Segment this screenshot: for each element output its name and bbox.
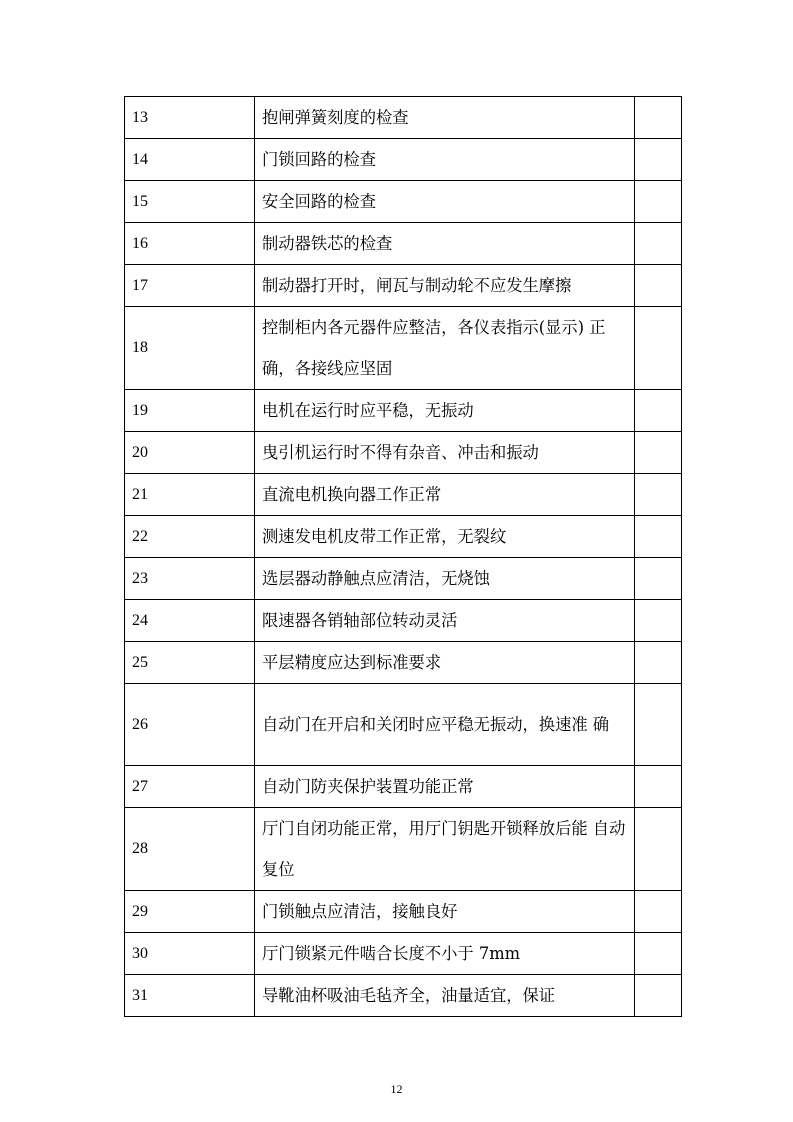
table-row [125, 265, 682, 307]
item-description: 导靴油杯吸油毛毡齐全，油量适宜，保证 [255, 975, 635, 1017]
table-row [125, 600, 682, 642]
item-description: 抱闸弹簧刻度的检查 [255, 97, 635, 139]
item-description: 门锁触点应清洁，接触良好 [255, 891, 635, 933]
table-row [125, 808, 682, 891]
check-cell [635, 516, 682, 558]
table-row [125, 223, 682, 265]
table-row [125, 139, 682, 181]
check-cell [635, 684, 682, 766]
item-number: 28 [125, 808, 255, 891]
table-row [125, 933, 682, 975]
item-description: 自动门防夹保护装置功能正常 [255, 766, 635, 808]
check-cell [635, 307, 682, 390]
item-number: 31 [125, 975, 255, 1017]
check-cell [635, 223, 682, 265]
item-number: 14 [125, 139, 255, 181]
item-description: 直流电机换向器工作正常 [255, 474, 635, 516]
item-description: 安全回路的检查 [255, 181, 635, 223]
item-description: 厅门锁紧元件啮合长度不小于 7mm [255, 933, 635, 975]
table-row [125, 390, 682, 432]
item-number: 24 [125, 600, 255, 642]
item-number: 17 [125, 265, 255, 307]
item-description: 曳引机运行时不得有杂音、冲击和振动 [255, 432, 635, 474]
item-description: 制动器铁芯的检查 [255, 223, 635, 265]
inspection-table-body [125, 97, 682, 1017]
item-number: 15 [125, 181, 255, 223]
table-row [125, 474, 682, 516]
item-number: 30 [125, 933, 255, 975]
item-number: 27 [125, 766, 255, 808]
page-number: 12 [390, 1082, 403, 1096]
table-row [125, 432, 682, 474]
table-row [125, 891, 682, 933]
item-number: 23 [125, 558, 255, 600]
table-row [125, 975, 682, 1017]
item-description: 电机在运行时应平稳，无振动 [255, 390, 635, 432]
table-row [125, 516, 682, 558]
item-number: 26 [125, 684, 255, 766]
item-number: 29 [125, 891, 255, 933]
check-cell [635, 390, 682, 432]
table-row [125, 558, 682, 600]
check-cell [635, 97, 682, 139]
item-number: 18 [125, 307, 255, 390]
check-cell [635, 891, 682, 933]
item-description: 平层精度应达到标准要求 [255, 642, 635, 684]
table-row [125, 642, 682, 684]
item-number: 22 [125, 516, 255, 558]
check-cell [635, 642, 682, 684]
table-row [125, 684, 682, 766]
item-number: 16 [125, 223, 255, 265]
check-cell [635, 975, 682, 1017]
check-cell [635, 139, 682, 181]
check-cell [635, 933, 682, 975]
table-row [125, 97, 682, 139]
check-cell [635, 558, 682, 600]
check-cell [635, 766, 682, 808]
item-description: 门锁回路的检查 [255, 139, 635, 181]
table-row [125, 766, 682, 808]
check-cell [635, 265, 682, 307]
item-description: 制动器打开时，闸瓦与制动轮不应发生摩擦 [255, 265, 635, 307]
check-cell [635, 600, 682, 642]
check-cell [635, 432, 682, 474]
item-description: 测速发电机皮带工作正常，无裂纹 [255, 516, 635, 558]
item-description: 自动门在开启和关闭时应平稳无振动，换速准 确 [255, 684, 635, 766]
table-row [125, 307, 682, 390]
item-description: 厅门自闭功能正常，用厅门钥匙开锁释放后能 自动复位 [255, 808, 635, 891]
check-cell [635, 474, 682, 516]
item-number: 20 [125, 432, 255, 474]
item-number: 19 [125, 390, 255, 432]
item-description: 控制柜内各元器件应整洁，各仪表指示(显示) 正确，各接线应坚固 [255, 307, 635, 390]
item-number: 25 [125, 642, 255, 684]
item-number: 13 [125, 97, 255, 139]
item-description: 选层器动静触点应清洁，无烧蚀 [255, 558, 635, 600]
inspection-table [124, 96, 682, 1017]
table-row [125, 181, 682, 223]
check-cell [635, 181, 682, 223]
item-number: 21 [125, 474, 255, 516]
item-description: 限速器各销轴部位转动灵活 [255, 600, 635, 642]
check-cell [635, 808, 682, 891]
